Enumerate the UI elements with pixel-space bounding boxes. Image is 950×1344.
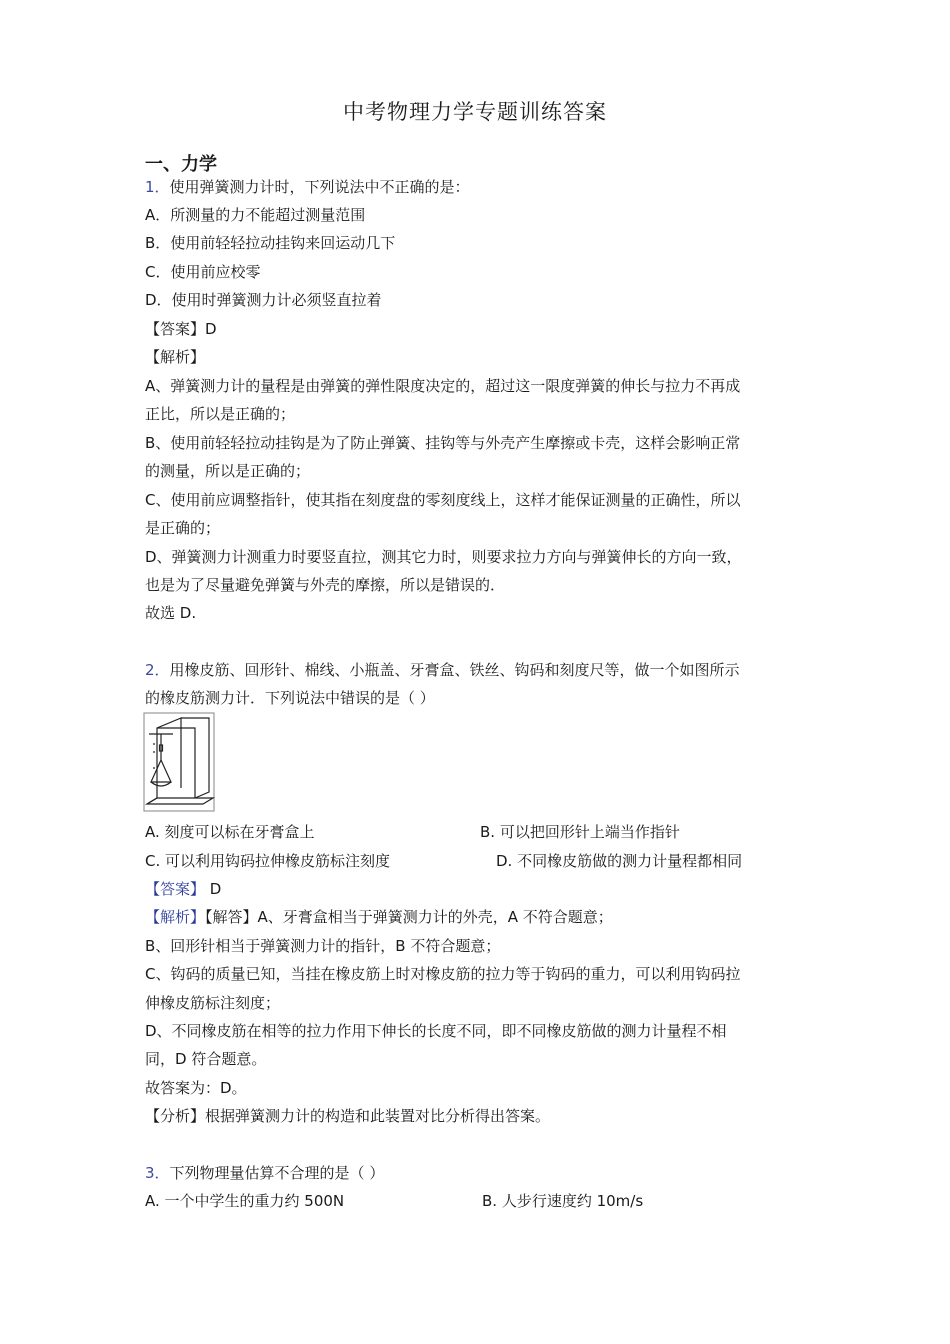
q1-analysis-line: B、使用前轻轻拉动挂钩是为了防止弹簧、挂钩等与外壳产生摩擦或卡壳，这样会影响正常: [145, 434, 741, 452]
q2-number: 2．: [145, 661, 170, 679]
q1-stem: 使用弹簧测力计时，下列说法中不正确的是：: [169, 178, 470, 196]
q2-option-b: B. 可以把回形针上端当作指针: [480, 823, 680, 841]
q1-option-c: C．使用前应校零: [145, 263, 261, 281]
q2-analysis-first-line: [145, 907, 613, 927]
q1-analysis-line: A、弹簧测力计的量程是由弹簧的弹性限度决定的，超过这一限度弹簧的伸长与拉力不再成: [145, 377, 741, 395]
q1-analysis-line: C、使用前应调整指针，使其指在刻度盘的零刻度线上，这样才能保证测量的正确性，所以: [145, 491, 741, 509]
q1-analysis-line: 故选 D.: [145, 604, 197, 622]
q3-number: 3．: [145, 1164, 170, 1182]
q2-option-a: A. 刻度可以标在牙膏盒上: [145, 823, 315, 841]
q2-analysis-line: 伸橡皮筋标注刻度；: [145, 994, 281, 1012]
q2-analysis-line: D、不同橡皮筋在相等的拉力作用下伸长的长度不同，即不同橡皮筋做的测力计量程不相: [145, 1022, 727, 1040]
q1-number: 1．: [145, 178, 170, 196]
page-title: 中考物理力学专题训练答案: [343, 100, 607, 124]
q2-analysis-line: C、钩码的质量已知，当挂在橡皮筋上时对橡皮筋的拉力等于钩码的重力，可以利用钩码拉: [145, 965, 741, 983]
q1-option-b: B．使用前轻轻拉动挂钩来回运动几下: [145, 234, 396, 252]
q1-answer: 【答案】D: [145, 320, 217, 338]
section-heading: 一、力学: [145, 154, 217, 175]
q2-option-d: D. 不同橡皮筋做的测力计量程都相同: [496, 852, 743, 870]
q2-answer-line: [145, 879, 221, 899]
q2-analysis-first: 【解答】A、牙膏盒相当于弹簧测力计的外壳，A 不符合题意；: [205, 908, 613, 926]
q1-analysis-label: 【解析】: [145, 348, 206, 366]
q2-analysis-line: 同，D 符合题意。: [145, 1050, 267, 1068]
q1-analysis-line: 正比，所以是正确的；: [145, 405, 296, 423]
q3-stem: 下列物理量估算不合理的是（ ）: [169, 1164, 385, 1182]
q2-analysis-label: 【解析】: [145, 908, 206, 926]
q2-answer-label: 【答案】: [145, 880, 206, 898]
q3-option-a: A. 一个中学生的重力约 500N: [145, 1192, 345, 1210]
q2-analysis-line: B、回形针相当于弹簧测力计的指针，B 不符合题意；: [145, 937, 501, 955]
q1-analysis-line: 的测量，所以是正确的；: [145, 462, 311, 480]
q1-analysis-line: D、弹簧测力计测重力时要竖直拉，测其它力时，则要求拉力方向与弹簧伸长的方向一致，: [145, 548, 742, 566]
q3-option-b: B. 人步行速度约 10m/s: [482, 1192, 644, 1210]
q3-stem-line: [145, 1163, 384, 1183]
q2-stem-line: [145, 660, 740, 680]
rubber-band-force-meter-figure: [143, 712, 215, 812]
q1-analysis-line: 是正确的；: [145, 519, 221, 537]
q1-analysis-line: 也是为了尽量避免弹簧与外壳的摩擦，所以是错误的．: [145, 576, 506, 594]
q1-stem-line: [145, 177, 470, 197]
q2-stem-2: 的橡皮筋测力计．下列说法中错误的是（ ）: [145, 689, 435, 707]
q2-stem-1: 用橡皮筋、回形针、棉线、小瓶盖、牙膏盒、铁丝、钩码和刻度尺等，做一个如图所示: [169, 661, 740, 679]
q2-analysis-line: 【分析】根据弹簧测力计的构造和此装置对比分析得出答案。: [145, 1107, 551, 1125]
q1-option-d: D．使用时弹簧测力计必须竖直拉着: [145, 291, 382, 309]
q2-answer: D: [209, 880, 222, 898]
q2-analysis-line: 故答案为：D。: [145, 1079, 247, 1097]
q2-option-c: C. 可以利用钩码拉伸橡皮筋标注刻度: [145, 852, 391, 870]
q1-option-a: A．所测量的力不能超过测量范围: [145, 206, 366, 224]
